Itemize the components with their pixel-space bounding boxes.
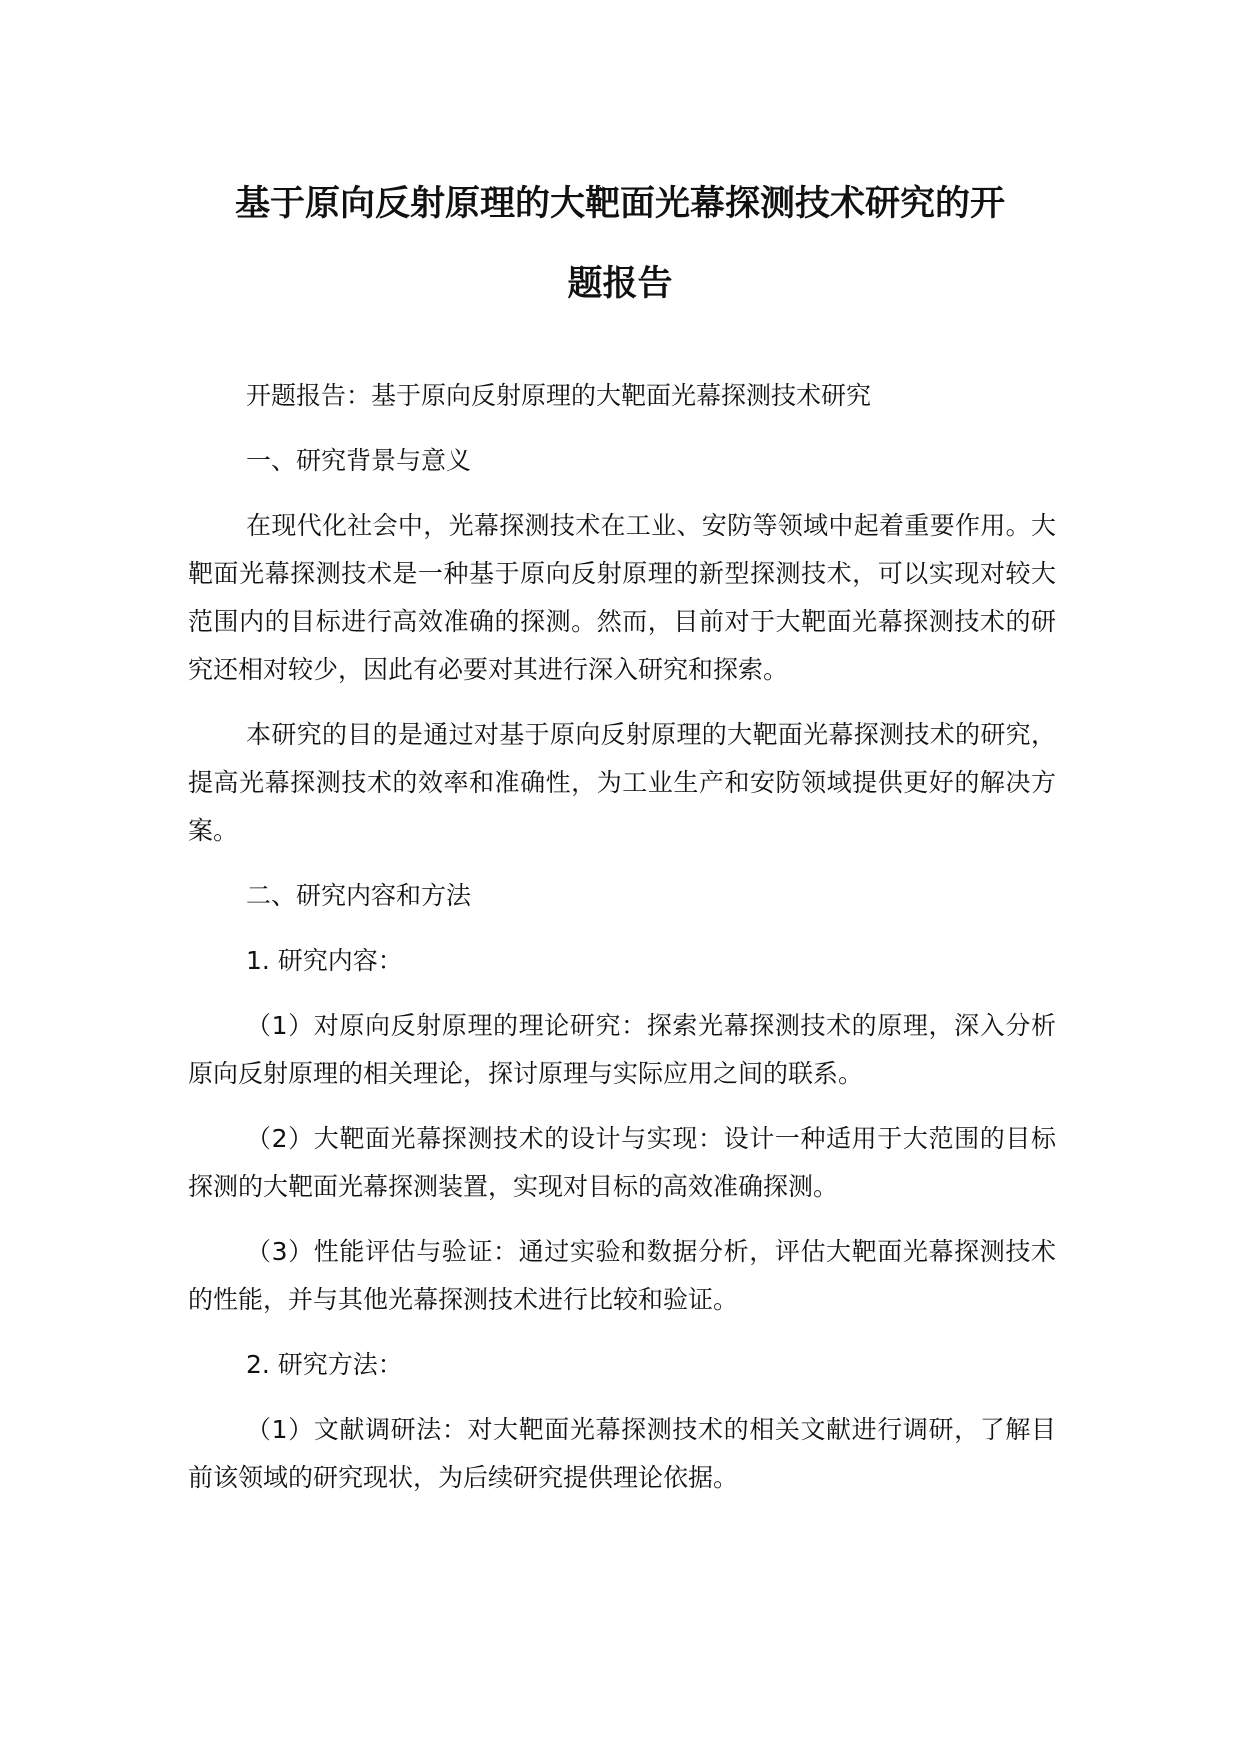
list-item-content-1: （1）对原向反射原理的理论研究：探索光幕探测技术的原理，深入分析原向反射原理的相关理论，探讨原理与实际应用之间的联系。 <box>188 1011 1056 1088</box>
section-heading-background: 一、研究背景与意义 <box>246 446 472 475</box>
list-item-method-1: （1）文献调研法：对大靶面光幕探测技术的相关文献进行调研，了解目前该领域的研究现状，为后续研究提供理论依据。 <box>188 1415 1056 1492</box>
report-subtitle: 开题报告：基于原向反射原理的大靶面光幕探测技术研究 <box>246 381 872 410</box>
section-heading-content-methods: 二、研究内容和方法 <box>246 881 472 910</box>
document-body <box>188 372 1056 1519</box>
paragraph-purpose: 本研究的目的是通过对基于原向反射原理的大靶面光幕探测技术的研究，提高光幕探测技术的效率和准确性，为工业生产和安防领域提供更好的解决方案。 <box>188 720 1056 845</box>
document-title-line-2: 题报告 <box>567 264 673 304</box>
list-item-content-3: （3）性能评估与验证：通过实验和数据分析，评估大靶面光幕探测技术的性能，并与其他光幕探测技术进行比较和验证。 <box>188 1237 1056 1314</box>
document-title-line-1: 基于原向反射原理的大靶面光幕探测技术研究的开 <box>234 184 1005 224</box>
subheading-research-content: 1. 研究内容： <box>246 946 403 975</box>
paragraph-background: 在现代化社会中，光幕探测技术在工业、安防等领域中起着重要作用。大靶面光幕探测技术是一种基于原向反射原理的新型探测技术，可以实现对较大范围内的目标进行高效准确的探测。然而，目前对于大靶面光幕探测技术的研究还相对较少，因此有必要对其进行深入研究和探索。 <box>188 511 1056 684</box>
subheading-research-methods: 2. 研究方法： <box>246 1350 403 1379</box>
list-item-content-2: （2）大靶面光幕探测技术的设计与实现：设计一种适用于大范围的目标探测的大靶面光幕探测装置，实现对目标的高效准确探测。 <box>188 1124 1056 1201</box>
